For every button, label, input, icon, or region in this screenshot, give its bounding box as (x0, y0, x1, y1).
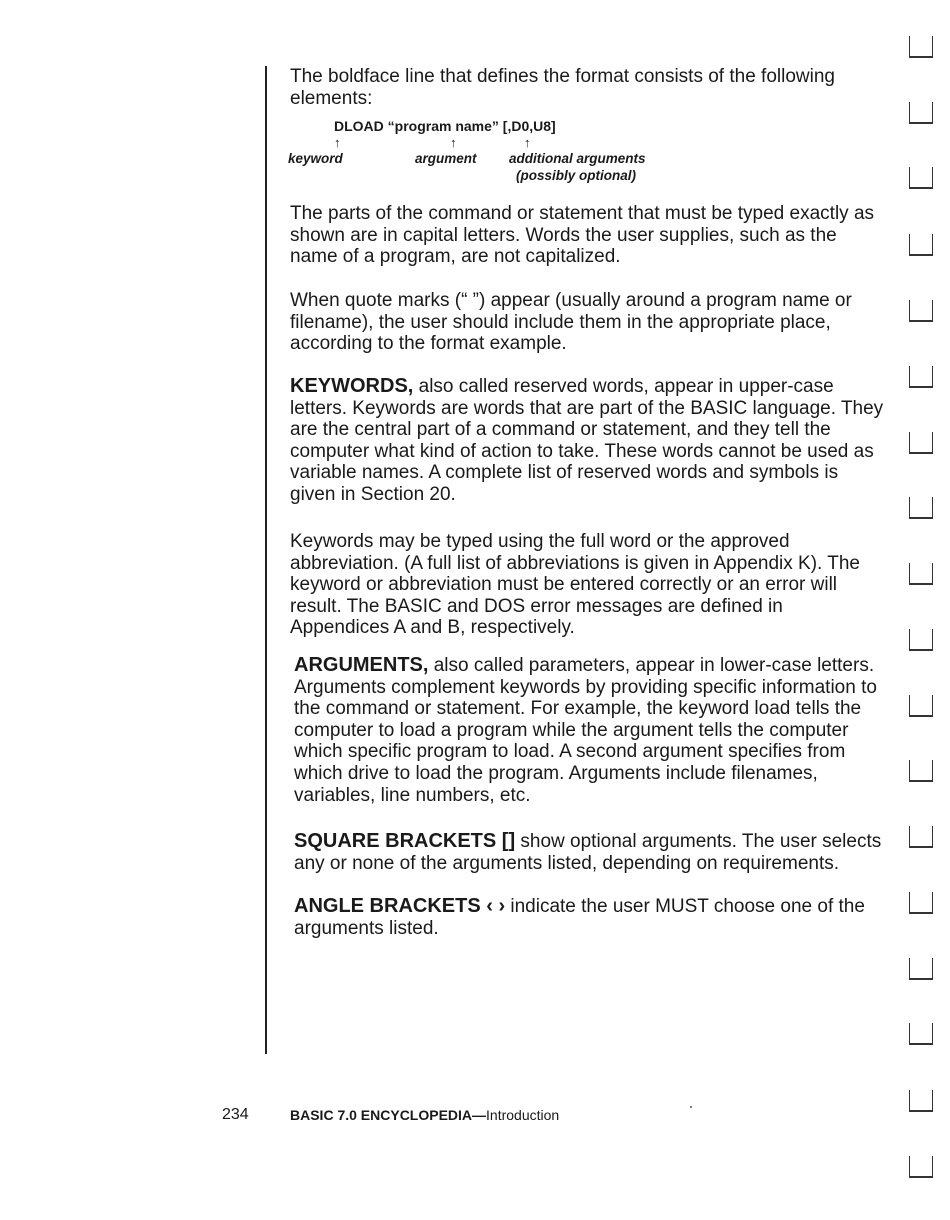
binding-hole-icon (909, 892, 933, 914)
binding-hole-icon (909, 300, 933, 322)
angle-brackets-paragraph (294, 896, 889, 939)
binding-hole-icon (909, 234, 933, 256)
left-margin-rule (265, 66, 267, 1054)
format-command: DLOAD “program name” [,D0,U8] (334, 118, 556, 134)
arguments-body: also called parameters, appear in lower-case letters. Arguments complement keywords by providing specific information to the command or statement. For example, the keyword load tells the computer to load a program while the argument tells the computer which specific program to load. A second argument specifies from which drive to load the program. Arguments include filenames, variables, line numbers, etc. (294, 655, 877, 806)
format-intro-paragraph: The boldface line that defines the format consists of the following elements: (290, 66, 835, 109)
quotes-paragraph: When quote marks (“ ”) appear (usually around a program name or filename), the user should include them in the appropriate place, according to the format example. (290, 290, 852, 355)
binding-hole-icon (909, 1090, 933, 1112)
binding-hole-icon (909, 958, 933, 980)
square-brackets-paragraph (294, 831, 889, 874)
keywords-term: KEYWORDS, (290, 375, 414, 397)
binding-hole-icon (909, 629, 933, 651)
print-speck (690, 1106, 692, 1108)
binding-hole-icon (909, 563, 933, 585)
binding-hole-icon (909, 1023, 933, 1045)
keyword-arrow: ↑ (334, 135, 341, 150)
parts-paragraph: The parts of the command or statement that must be typed exactly as shown are in capital letters. Words the user supplies, such as the name of a program, are not capitalized. (290, 203, 875, 268)
arguments-term: ARGUMENTS, (294, 654, 429, 676)
binding-hole-icon (909, 36, 933, 58)
angle-brackets-term: ANGLE BRACKETS ‹ › (294, 895, 506, 917)
binding-hole-icon (909, 760, 933, 782)
keywords-paragraph (290, 376, 885, 506)
keywords-body: also called reserved words, appear in upper-case letters. Keywords are words that are part of the BASIC language. They are the central part of a command or statement, and they tell the computer what kind of action to take. These words cannot be used as variable names. A complete list of reserved words and symbols is given in Section 20. (290, 376, 884, 505)
binding-holes-column (905, 0, 945, 1220)
square-brackets-term: SQUARE BRACKETS [] (294, 830, 516, 852)
binding-hole-icon (909, 432, 933, 454)
footer-title (290, 1107, 559, 1123)
square-brackets-body: show optional arguments. The user selects any or none of the arguments listed, depending on requirements. (294, 831, 882, 874)
binding-hole-icon (909, 695, 933, 717)
argument-arrow: ↑ (450, 135, 457, 150)
abbreviations-paragraph: Keywords may be typed using the full word or the approved abbreviation. (A full list of abbreviations is given in Appendix K). The keyword or abbreviation must be entered correctly or an error will result. The BASIC and DOS error messages are defined in Appendices A and B, respectively. (290, 531, 860, 639)
label-keyword: keyword (288, 151, 343, 166)
binding-hole-icon (909, 826, 933, 848)
binding-hole-icon (909, 497, 933, 519)
binding-hole-icon (909, 167, 933, 189)
binding-hole-icon (909, 1156, 933, 1178)
footer-title-section: Introduction (486, 1107, 560, 1123)
binding-hole-icon (909, 366, 933, 388)
page-number: 234 (222, 1106, 249, 1123)
footer-title-bold: BASIC 7.0 ENCYCLOPEDIA— (290, 1107, 487, 1123)
label-argument: argument (415, 151, 477, 166)
arguments-paragraph (294, 655, 889, 806)
label-possibly-optional: (possibly optional) (516, 168, 636, 183)
label-additional-arguments: additional arguments (509, 151, 646, 166)
angle-brackets-body: indicate the user MUST choose one of the arguments listed. (294, 896, 865, 939)
additional-arrow: ↑ (524, 135, 531, 150)
binding-hole-icon (909, 102, 933, 124)
